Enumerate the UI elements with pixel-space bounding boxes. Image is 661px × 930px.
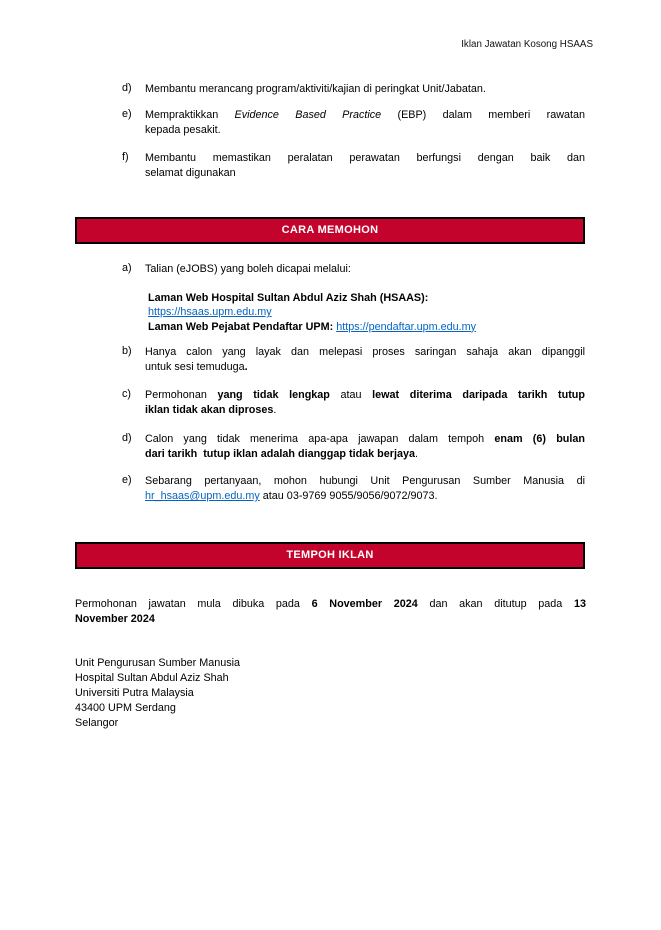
- address-line: Universiti Putra Malaysia: [75, 687, 194, 699]
- list-marker: a): [122, 262, 132, 274]
- list-item-text: Hanya calon yang layak dan melepasi proses saringan sahaja akan dipanggil: [145, 346, 585, 358]
- page-header-note: Iklan Jawatan Kosong HSAAS: [461, 39, 593, 50]
- list-item-b: [75, 345, 585, 375]
- list-item-text: Sebarang pertanyaan, mohon hubungi Unit Pengurusan Sumber Manusia di: [145, 475, 585, 487]
- email-link[interactable]: hr_hsaas@upm.edu.my: [145, 490, 260, 502]
- list-item-a: [75, 262, 585, 277]
- paragraph-line: [75, 612, 586, 627]
- weblinks-block: [148, 291, 585, 334]
- application-period-paragraph: [75, 597, 586, 627]
- list-item-text: hr_hsaas@upm.edu.my atau 03-9769 9055/9056/9072/9073.: [145, 490, 438, 502]
- weblink-label: Laman Web Pejabat Pendaftar UPM:: [148, 320, 337, 333]
- address-line: Unit Pengurusan Sumber Manusia: [75, 657, 241, 669]
- close-date-part2: November 2024: [75, 613, 155, 625]
- list-item-text: untuk sesi temuduga.: [145, 361, 248, 373]
- address-line: 43400 UPM Serdang: [75, 702, 176, 714]
- address-line: Selangor: [75, 717, 119, 729]
- list-marker: e): [122, 474, 132, 486]
- list-marker: b): [122, 345, 132, 357]
- list-item-text: Membantu memastikan peralatan perawatan berfungsi dengan baik dan: [145, 152, 585, 164]
- list-marker: f): [122, 151, 129, 163]
- list-item-e: [75, 108, 585, 138]
- address-line: Hospital Sultan Abdul Aziz Shah: [75, 672, 229, 684]
- paragraph-line: Permohonan jawatan mula dibuka pada 6 November 2024 dan akan ditutup pada 13: [75, 598, 586, 610]
- list-marker: e): [122, 108, 132, 120]
- list-item-e2: [75, 474, 585, 504]
- list-item-d2: [75, 432, 585, 462]
- weblink-label: Laman Web Hospital Sultan Abdul Aziz Shah (HSAAS):: [148, 292, 429, 304]
- list-item-f: [75, 151, 585, 181]
- address-block: [75, 656, 475, 731]
- list-item-text: Calon yang tidak menerima apa-apa jawapan dalam tempoh enam (6) bulan: [145, 433, 585, 445]
- list-item-text: kepada pesakit.: [145, 124, 221, 136]
- italic-term: Evidence Based Practice: [234, 109, 382, 121]
- list-item-text: dari tarikh tutup iklan adalah dianggap tidak berjaya.: [145, 448, 418, 460]
- list-item-c: [75, 388, 585, 418]
- section-title: CARA MEMOHON: [281, 224, 379, 236]
- list-marker: d): [122, 432, 132, 444]
- list-marker: d): [122, 82, 132, 94]
- list-item-text: Talian (eJOBS) yang boleh dicapai melalui:: [145, 263, 351, 275]
- list-item-text: selamat digunakan: [145, 167, 236, 179]
- weblink-line: [148, 320, 585, 334]
- weblink-line: [148, 305, 585, 319]
- list-item-text: Mempraktikkan Evidence Based Practice (EBP) dalam memberi rawatan: [145, 109, 586, 121]
- hsaas-link[interactable]: https://hsaas.upm.edu.my: [148, 306, 272, 319]
- section-banner-tempoh-iklan: [75, 542, 585, 569]
- section-title: TEMPOH IKLAN: [286, 549, 374, 561]
- open-date: 6 November 2024: [311, 598, 418, 610]
- pendaftar-link[interactable]: https://pendaftar.upm.edu.my: [336, 320, 477, 333]
- list-item-text: iklan tidak akan diproses.: [145, 404, 277, 416]
- section-banner-cara-memohon: [75, 217, 585, 244]
- list-item-d: [75, 82, 585, 97]
- list-item-text: Permohonan yang tidak lengkap atau lewat diterima daripada tarikh tutup: [145, 389, 585, 401]
- list-marker: c): [122, 388, 131, 400]
- list-item-text: Membantu merancang program/aktiviti/kajian di peringkat Unit/Jabatan.: [145, 83, 486, 95]
- close-date-part1: 13: [573, 598, 586, 610]
